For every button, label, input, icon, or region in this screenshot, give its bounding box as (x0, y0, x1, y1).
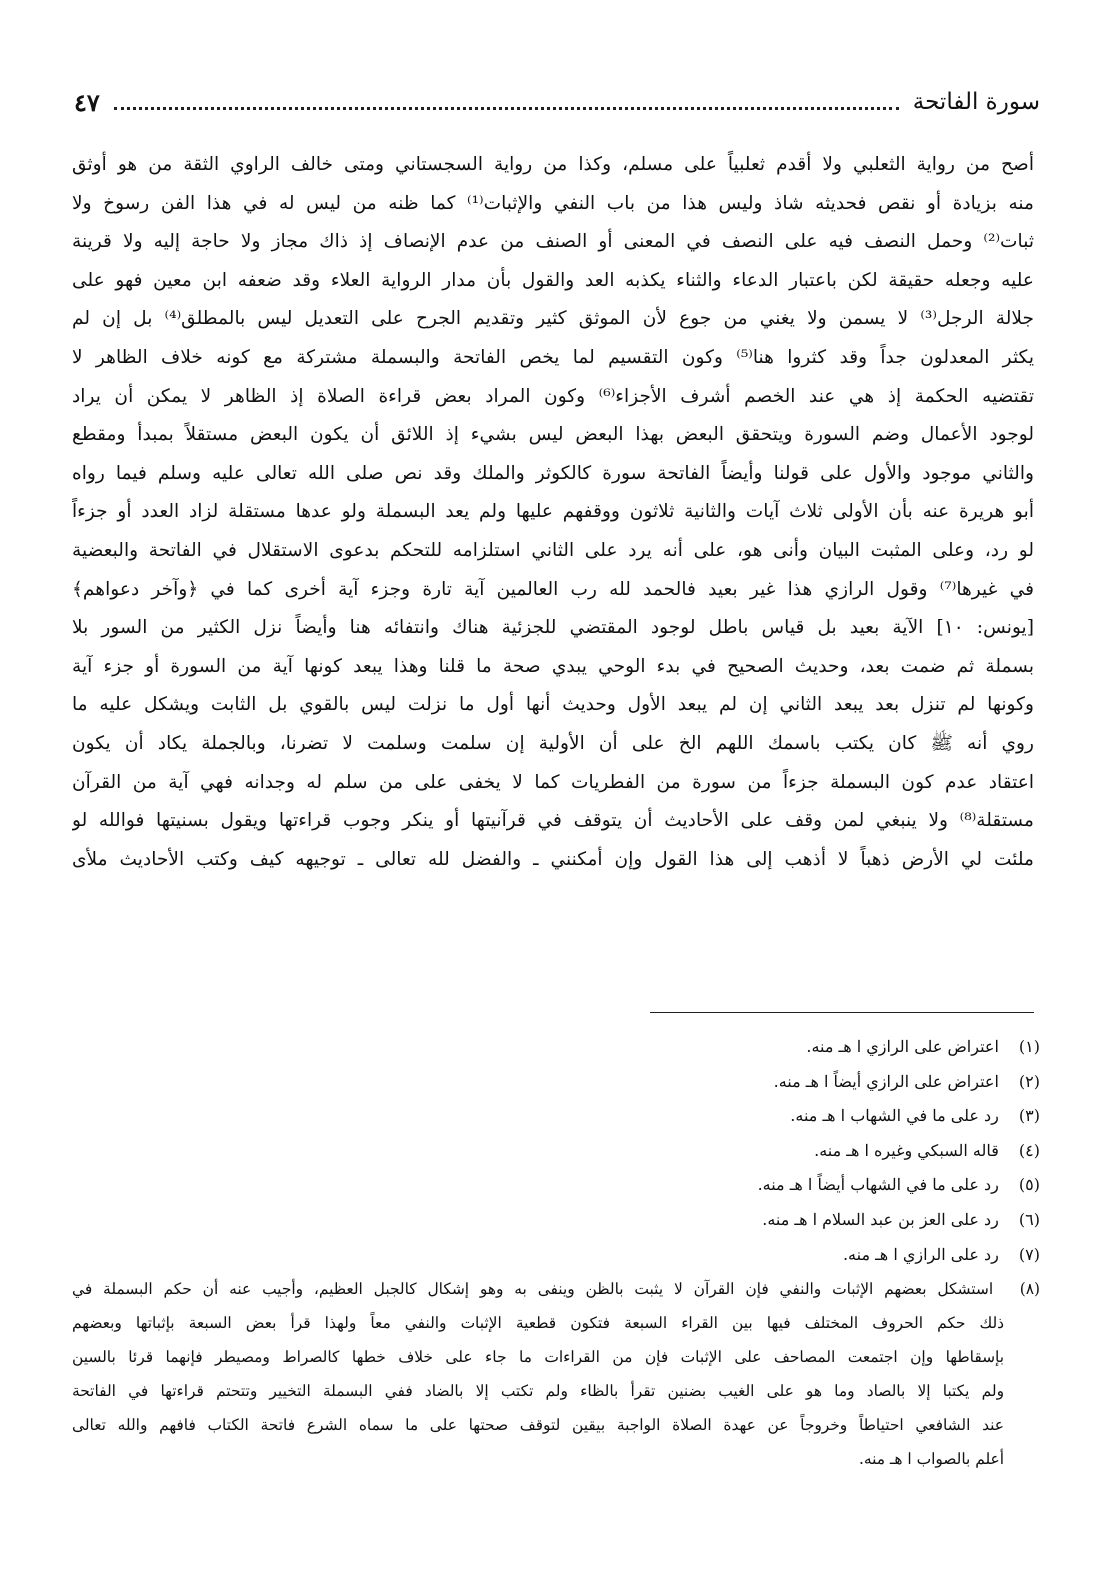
text-line: يكثر المعدلون جداً وقد كثروا هنا⁽⁵⁾ وكون التقسيم لما يخص الفاتحة والبسملة مشتركة مع كونه خلاف الظاهر لا (72, 346, 1034, 368)
text-line: أصح من رواية الثعلبي ولا أقدم ثعلبياً على مسلم، وكذا من رواية السجستاني ومتى خالف الراوي الثقة من هو أوثق (72, 154, 1034, 175)
footnote-8 (72, 1272, 1040, 1476)
page-number: ٤٧ (74, 87, 100, 117)
text-line: ثبات⁽²⁾ وحمل النصف فيه على النصف في المعنى أو الصنف من عدم الإنصاف إذ ذاك مجاز ولا حاجة إليه ولا قرينة (72, 231, 1034, 253)
text-line: جلالة الرجل⁽³⁾ لا يسمن ولا يغني من جوع لأن الموثق كثير وتقديم الجرح على التعديل ليس بالمطلق⁽⁴⁾ بل إن لم (72, 308, 1034, 330)
footnote-number: (٦) (1018, 1209, 1040, 1229)
running-header (74, 82, 1040, 122)
footnote-number: (٣) (1018, 1106, 1040, 1126)
footnote-text: رد على العز بن عبد السلام ا هـ منه. (762, 1209, 999, 1229)
footnote-text: رد على الرازي ا هـ منه. (842, 1244, 999, 1264)
footnote-text: رد على ما في الشهاب أيضاً ا هـ منه. (757, 1175, 999, 1195)
surah-title: سورة الفاتحة (912, 89, 1040, 115)
footnote-3 (72, 1099, 1040, 1134)
footnote-8-line: ذلك حكم الحروف المختلف فيها بين القراء السبعة فتكون قطعية الإثبات والنفي معاً ولهذا قرأ بعض السبعة بإثباتها وبعضهم (72, 1314, 1004, 1333)
footnote-text: رد على ما في الشهاب ا هـ منه. (790, 1106, 999, 1126)
text-line: منه بزيادة أو نقص فحديثه شاذ وليس هذا من باب النفي والإثبات⁽¹⁾ كما ظنه من ليس له في هذا الفن رسوخ ولا (72, 192, 1034, 214)
dotted-leader (114, 107, 899, 110)
footnote-5 (72, 1168, 1040, 1203)
footnote-text: قاله السبكي وغيره ا هـ منه. (814, 1140, 999, 1160)
text-line: مستقلة⁽⁸⁾ ولا ينبغي لمن وقف على الأحاديث أن يتوقف في قرآنيتها أو ينكر وجوب قراءتها ويقول بسنيتها فوالله لو (72, 810, 1034, 832)
footnote-text: استشكل بعضهم الإثبات والنفي فإن القرآن لا يثبت بالظن وينفى به وهو إشكال كالجبل العظيم، وأجيب عنه أن حكم البسملة في (72, 1280, 994, 1299)
text-line: اعتقاد عدم كون البسملة جزءاً من سورة من الفطريات كما لا يخفى على من سلم له وجدانه فهي آية من القرآن (72, 771, 1034, 793)
footnote-text: اعتراض على الرازي ا هـ منه. (806, 1037, 999, 1056)
text-line: لو رد، وعلى المثبت البيان وأنى هو، على أنه يرد على الثاني استلزامه للتحكم بدعوى الاستقلال في الفاتحة والبعضية (72, 539, 1034, 561)
text-line: أبو هريرة عنه بأن الأولى ثلاث آيات والثانية ثلاثون ووقفهم عليها ولم يعد البسملة ولو عدها مستقلة لزاد العدد أو جزءاً (72, 501, 1034, 523)
footnote-6 (72, 1203, 1040, 1238)
footnote-number: (١) (1018, 1037, 1040, 1056)
footnote-number: (٢) (1018, 1071, 1040, 1091)
footnote-4 (72, 1134, 1040, 1169)
footnote-8-line: أعلم بالصواب ا هـ منه. (858, 1450, 1004, 1469)
footnote-divider (650, 1012, 1034, 1013)
footnote-number: (٥) (1018, 1175, 1040, 1195)
footnote-2 (72, 1065, 1040, 1100)
text-line: والثاني موجود والأول على قولنا وأيضاً الفاتحة سورة كالكوثر والملك وقد نص صلى الله تعالى عليه وسلم فيما رواه (72, 462, 1034, 484)
text-line: لوجود الأعمال وضم السورة ويتحقق البعض بهذا البعض ليس بشيء إذ اللائق أن يكون البعض مستقلاً بمبدأ ومقطع (72, 424, 1034, 446)
text-line: بسملة ثم ضمت بعد، وحديث الصحيح في بدء الوحي يبدي صحة ما قلنا وهذا يبعد كونها آية من السورة أو جزء آية (72, 655, 1034, 677)
text-line: روي أنه ﷺ كان يكتب باسمك اللهم الخ على أن الأولية إن سلمت وسلمت لا تضرنا، وبالجملة يكاد أن يكون (72, 732, 1034, 754)
footnote-number: (٨) (1019, 1280, 1040, 1299)
main-text (72, 146, 1034, 879)
footnote-7 (72, 1238, 1040, 1273)
text-line: عليه وجعله حقيقة لكن باعتبار الدعاء والثناء يكذبه العد والقول بأن مدار الرواية العلاء وقد ضعفه ابن معين فهو على (72, 269, 1034, 291)
footnotes (72, 1030, 1040, 1476)
footnote-number: (٧) (1018, 1244, 1040, 1264)
text-line: تقتضيه الحكمة إذ هي عند الخصم أشرف الأجزاء⁽⁶⁾ وكون المراد بعض قراءة الصلاة إذ الظاهر لا يمكن أن يراد (72, 385, 1034, 407)
footnote-number: (٤) (1018, 1140, 1040, 1160)
footnote-8-line: ولم يكتبا إلا بالصاد وما هو على الغيب بضنين تقرأ بالظاء ولم تكتب إلا بالضاد ففي البسملة التخيير وتتحتم قراءتها في الفاتحة (72, 1382, 1004, 1401)
footnote-8-line: بإسقاطها وإن اجتمعت المصاحف على الإثبات فإن من القراءات ما جاء على خلاف خطها كالصراط ومصيطر فإنهما قرئا بالسين (72, 1348, 1004, 1367)
footnote-8-line: عند الشافعي احتياطاً وخروجاً عن عهدة الصلاة الواجبة بيقين لتوقف صحتها على ما سماه الشرع فاتحة الكتاب فافهم والله تعالى (72, 1416, 1004, 1435)
footnote-1 (72, 1030, 1040, 1065)
text-line: وكونها لم تنزل بعد يبعد الثاني إن لم يبعد الأول وحديث أنها أول ما نزلت ليس بالقوي بل الثابت ويشكل عليه ما (72, 694, 1034, 716)
text-line: ملئت لي الأرض ذهباً لا أذهب إلى هذا القول وإن أمكنني ـ والفضل لله تعالى ـ توجيهه كيف وكتب الأحاديث ملأى (72, 848, 1034, 870)
text-line: في غيرها⁽⁷⁾ وقول الرازي هذا غير بعيد فالحمد لله رب العالمين آية تارة وجزء آية أخرى كما في ﴿وآخر دعواهم﴾ (72, 578, 1034, 600)
footnote-text: اعتراض على الرازي أيضاً ا هـ منه. (773, 1071, 999, 1091)
footnote-8-line (72, 1272, 1040, 1306)
text-line: [يونس: ١٠] الآية بعيد بل قياس باطل لوجود المقتضي للجزئية هناك وانتفائه هنا وأيضاً نزل الكثير من السور بلا (72, 617, 1034, 639)
